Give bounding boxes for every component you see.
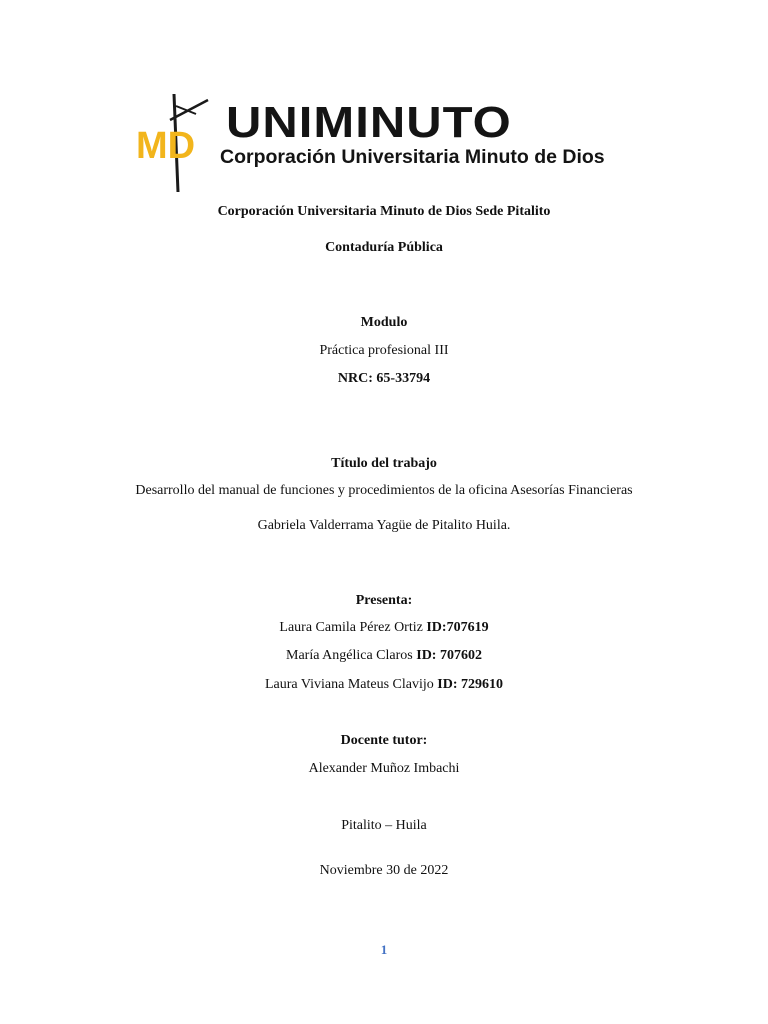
program-name: Contaduría Pública <box>325 240 443 255</box>
md-monogram: MD <box>136 125 196 167</box>
nrc-code: NRC: 65-33794 <box>337 371 431 386</box>
work-title-line-2: Gabriela Valderrama Yagüe de Pitalito Huila. <box>257 518 511 533</box>
module-heading: Modulo <box>360 315 408 330</box>
presenter-name: María Angélica Claros <box>286 648 413 663</box>
tutor-heading: Docente tutor: <box>340 733 428 748</box>
tutor-name: Alexander Muñoz Imbachi <box>308 761 460 776</box>
logo-subtitle: Corporación Universitaria Minuto de Dios <box>220 146 605 168</box>
presenter-2 <box>0 647 768 665</box>
presenter-name: Laura Camila Pérez Ortiz <box>279 620 423 635</box>
presenter-id: ID: 707602 <box>416 648 482 663</box>
presenters-heading: Presenta: <box>355 593 413 608</box>
presenter-1 <box>0 619 768 637</box>
date: Noviembre 30 de 2022 <box>319 863 449 878</box>
presenter-name: Laura Viviana Mateus Clavijo <box>264 677 434 692</box>
presenter-id: ID: 729610 <box>437 677 504 692</box>
uniminuto-logo <box>134 92 624 194</box>
page-number: 1 <box>380 942 388 957</box>
work-title-line-1: Desarrollo del manual de funciones y procedimientos de la oficina Asesorías Financieras <box>135 483 633 498</box>
module-name: Práctica profesional III <box>319 343 449 358</box>
logo-wordmark: UNIMINUTO <box>226 99 512 147</box>
work-title-heading: Título del trabajo <box>331 456 437 471</box>
presenter-3 <box>0 676 768 694</box>
institution-name: Corporación Universitaria Minuto de Dios Sede Pitalito <box>217 204 551 219</box>
place: Pitalito – Huila <box>341 818 427 833</box>
presenter-id: ID:707619 <box>426 620 489 635</box>
md-emblem-icon <box>134 92 214 194</box>
